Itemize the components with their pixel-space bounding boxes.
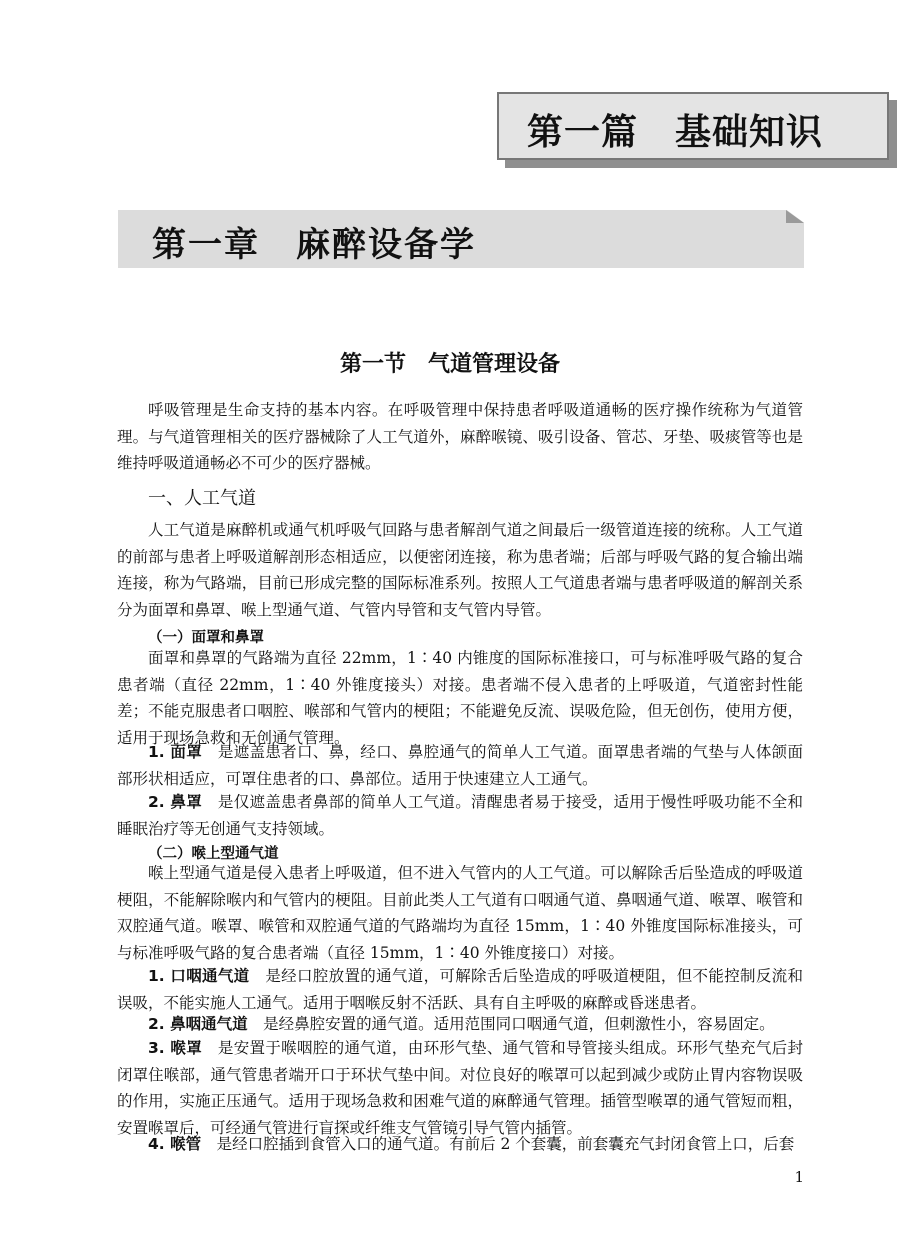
laryngeal-mask-term: 3. 喉罩 [148, 1039, 203, 1057]
artificial-airway-paragraph: 人工气道是麻醉机或通气机呼吸气回路与患者解剖气道之间最后一级管道连接的统称。人工气道的前部与患者上呼吸道解剖形态相适应，以便密闭连接，称为患者端；后部与呼吸气路的复合输出端连接，称为气路端，目前已形成完整的国际标准系列。按照人工气道患者端与患者呼吸道的解剖关系分为面罩和鼻罩、喉上型通气道、气管内导管和支气管内导管。 [117, 521, 803, 619]
nasal-mask-paragraph [117, 789, 803, 842]
laryngeal-tube-text: 是经口腔插到食管入口的通气道。有前后 2 个套囊，前套囊充气封闭食管上口，后套 [201, 1135, 795, 1153]
oropharyngeal-paragraph [117, 963, 803, 1016]
page-number: 1 [794, 1168, 804, 1186]
laryngeal-tube-paragraph [117, 1131, 803, 1158]
nasopharyngeal-text: 是经鼻腔安置的通气道。适用范围同口咽通气道，但刺激性小，容易固定。 [247, 1015, 775, 1033]
laryngeal-mask-text: 是安置于喉咽腔的通气道，由环形气垫、通气管和导管接头组成。环形气垫充气后封闭罩住喉部，通气管患者端开口于环状气垫中间。对位良好的喉罩可以起到减少或防止胃内容物误吸的作用，实施正压通气。适用于现场急救和困难气道的麻醉通气管理。插管型喉罩的通气管短而粗，安置喉罩后，可经通气管进行盲探或纤维支气管镜引导气管内插管。 [117, 1039, 803, 1137]
oropharyngeal-text: 是经口腔放置的通气道，可解除舌后坠造成的呼吸道梗阻，但不能控制反流和误吸，不能实施人工通气。适用于咽喉反射不活跃、具有自主呼吸的麻醉或昏迷患者。 [117, 967, 803, 1012]
face-mask-text: 是遮盖患者口、鼻，经口、鼻腔通气的简单人工气道。面罩患者端的气垫与人体颌面部形状相适应，可罩住患者的口、鼻部位。适用于快速建立人工通气。 [117, 743, 803, 788]
nasal-mask-term: 2. 鼻罩 [148, 793, 203, 811]
chapter-title: 第一章 麻醉设备学 [152, 225, 476, 265]
face-mask-term: 1. 面罩 [148, 743, 203, 761]
part-banner-box [497, 92, 889, 160]
mask-paragraph: 面罩和鼻罩的气路端为直径 22mm，1∶40 内锥度的国际标准接口，可与标准呼吸气路的复合患者端（直径 22mm，1∶40 外锥度接头）对接。患者端不侵入患者的上呼吸道，气道密封性能差；不能克服患者口咽腔、喉部和气管内的梗阻；不能避免反流、误吸危险，但无创伤，使用方便，适用于现场急救和无创通气管理。 [117, 649, 803, 747]
laryngeal-mask-paragraph [117, 1035, 803, 1141]
subheading-masks: （一）面罩和鼻罩 [148, 630, 264, 646]
supraglottic-paragraph: 喉上型通气道是侵入患者上呼吸道，但不进入气管内的人工气道。可以解除舌后坠造成的呼吸道梗阻，不能解除喉内和气管内的梗阻。目前此类人工气道有口咽通气道、鼻咽通气道、喉罩、喉管和双腔通气道。喉罩、喉管和双腔通气道的气路端均为直径 15mm，1∶40 外锥度国际标准接头，可与标准呼吸气路的复合患者端（直径 15mm，1∶40 外锥度接口）对接。 [117, 864, 803, 962]
oropharyngeal-term: 1. 口咽通气道 [148, 967, 250, 985]
nasopharyngeal-term: 2. 鼻咽通气道 [148, 1015, 248, 1033]
nasal-mask-text: 是仅遮盖患者鼻部的简单人工气道。清醒患者易于接受，适用于慢性呼吸功能不全和睡眠治疗等无创通气支持领域。 [117, 793, 803, 838]
subheading-supraglottic: （二）喉上型通气道 [148, 846, 279, 862]
section-title: 第一节 气道管理设备 [339, 351, 560, 377]
part-banner [497, 92, 897, 168]
part-title: 第一篇 基础知识 [527, 112, 824, 153]
laryngeal-tube-term: 4. 喉管 [148, 1135, 202, 1153]
chapter-banner [118, 210, 804, 268]
face-mask-paragraph [117, 739, 803, 792]
intro-paragraph: 呼吸管理是生命支持的基本内容。在呼吸管理中保持患者呼吸道通畅的医疗操作统称为气道管理。与气道管理相关的医疗器械除了人工气道外，麻醉喉镜、吸引设备、管芯、牙垫、吸痰管等也是维持呼吸道通畅必不可少的医疗器械。 [117, 401, 803, 472]
nasopharyngeal-paragraph [117, 1011, 803, 1038]
heading-artificial-airway: 一、人工气道 [148, 488, 256, 509]
